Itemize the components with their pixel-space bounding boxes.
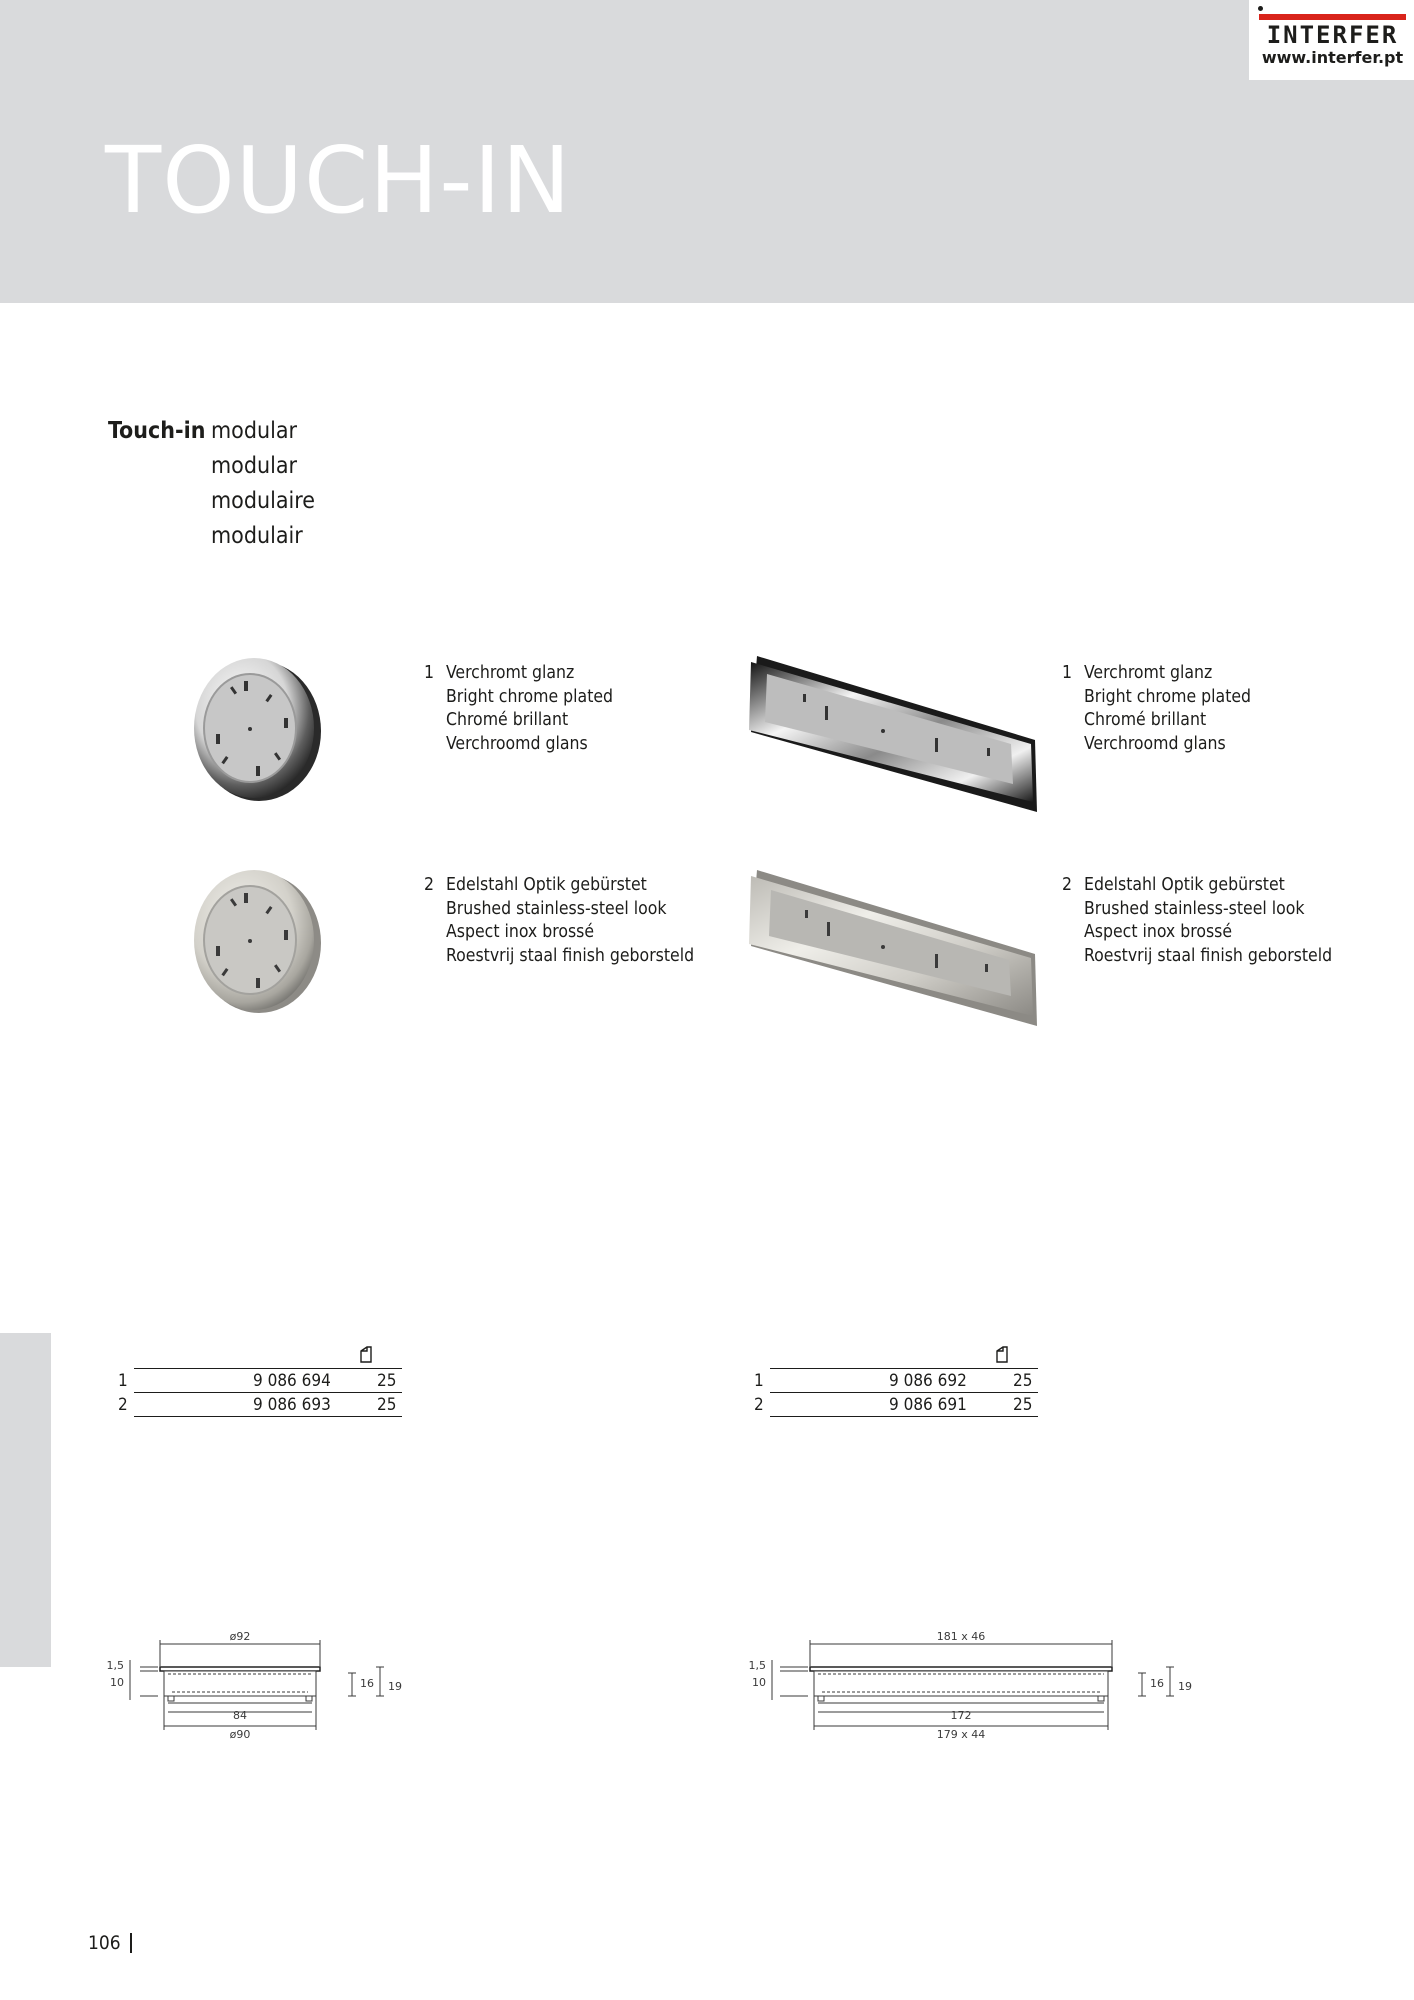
dim-bottom: 179 x 44 [936,1728,986,1741]
dim-right-inner: 16 [1150,1677,1164,1690]
row-number: 2 [754,1395,764,1415]
logo-dot [1258,6,1263,11]
variant-line-de: Verchromt glanz [1084,663,1213,683]
table-rule [770,1416,1038,1417]
pack-quantity: 25 [377,1371,397,1391]
package-icon [359,1346,373,1363]
variant-line-nl: Roestvrij staal finish geborsteld [1084,945,1333,966]
row-number: 1 [118,1371,128,1391]
row-number: 2 [118,1395,128,1415]
round-chrome-photo [180,648,330,808]
variant-line-de: Verchromt glanz [446,663,575,683]
flange-outline [810,1667,1112,1671]
dim-right-total: 19 [1178,1680,1192,1693]
side-tab [0,1333,51,1667]
rect-technical-drawing [738,1630,1218,1750]
product-translations [211,414,315,554]
dim-right-inner: 16 [360,1677,374,1690]
pack-quantity: 25 [377,1395,397,1415]
flange-outline [160,1667,320,1671]
variant-line-en: Brushed stainless-steel look [1084,898,1305,919]
interfer-logo[interactable] [1249,0,1414,80]
dim-inner-width: 84 [233,1709,247,1722]
logo-url[interactable]: www.interfer.pt [1261,48,1404,68]
dim-top: ø92 [229,1630,251,1643]
variant-line-fr: Aspect inox brossé [1084,922,1233,943]
translation-fr: modulaire [211,488,315,514]
table-rule [134,1368,402,1369]
product-name: Touch-in [108,418,206,444]
row-number: 1 [754,1371,764,1391]
variant-number: 1 [1062,663,1073,683]
round-technical-drawing [100,1630,420,1750]
page-number: 106 [88,1932,121,1954]
dim-top: 181 x 46 [936,1630,986,1643]
variant-line-fr: Chromé brillant [446,710,569,731]
pack-quantity: 25 [1013,1395,1033,1415]
logo-red-bar [1259,14,1406,20]
table-rule [134,1392,402,1393]
variant-line-nl: Verchroomd glans [446,733,588,754]
rect-chrome-photo [745,652,1040,817]
dim-left-flange: 1,5 [106,1659,124,1672]
article-number: 9 086 694 [253,1371,331,1391]
variant-number: 2 [1062,875,1073,895]
variant-line-en: Bright chrome plated [446,686,614,707]
table-rule [770,1368,1038,1369]
dim-right-total: 19 [388,1680,402,1693]
dim-bottom: ø90 [229,1728,251,1741]
variant-line-de: Edelstahl Optik gebürstet [1084,875,1285,895]
table-rule [770,1392,1038,1393]
article-number: 9 086 691 [889,1395,967,1415]
dim-left-depth: 10 [752,1676,766,1689]
translation-de: modular [211,418,298,444]
dim-left-depth: 10 [110,1676,124,1689]
variant-number: 1 [424,663,435,683]
variant-line-nl: Roestvrij staal finish geborsteld [446,945,695,966]
variant-line-de: Edelstahl Optik gebürstet [446,875,647,895]
variant-line-fr: Aspect inox brossé [446,922,595,943]
translation-en: modular [211,453,298,479]
rect-steel-photo [745,866,1040,1031]
variant-number: 2 [424,875,435,895]
variant-line-nl: Verchroomd glans [1084,733,1226,754]
page-footer [88,1932,132,1954]
logo-brand: INTERFER [1266,21,1399,49]
article-number: 9 086 693 [253,1395,331,1415]
variant-line-en: Brushed stainless-steel look [446,898,667,919]
footer-divider [130,1933,132,1953]
pack-quantity: 25 [1013,1371,1033,1391]
translation-nl: modulair [211,523,303,549]
table-rule [134,1416,402,1417]
round-steel-photo [180,860,330,1020]
package-icon [995,1346,1009,1363]
dim-inner-width: 172 [950,1709,972,1722]
page-title: TOUCH-IN [105,127,572,234]
article-number: 9 086 692 [889,1371,967,1391]
variant-line-fr: Chromé brillant [1084,710,1207,731]
variant-line-en: Bright chrome plated [1084,686,1252,707]
dim-left-flange: 1,5 [748,1659,766,1672]
